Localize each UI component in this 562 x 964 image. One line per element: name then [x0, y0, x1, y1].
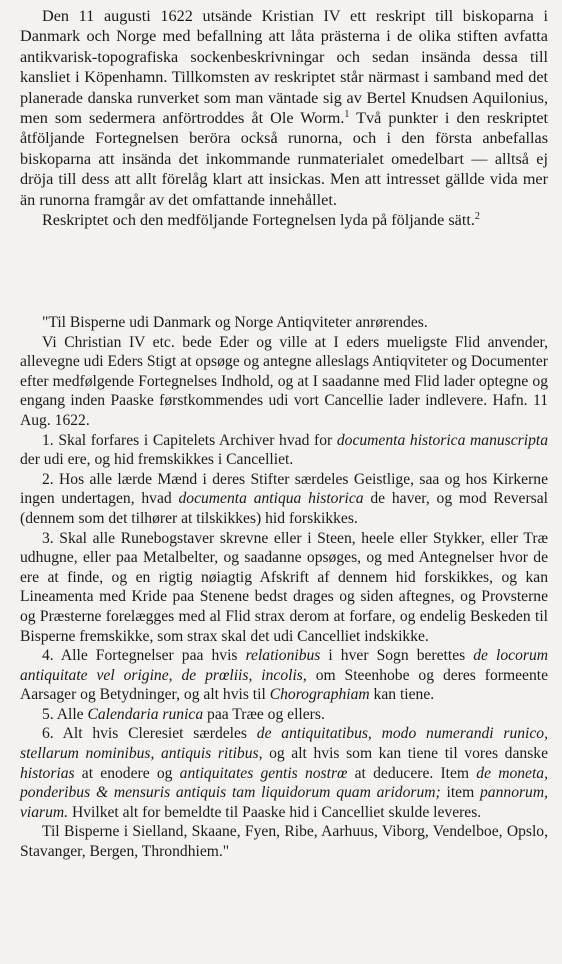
text-run: kan tiene. [369, 686, 435, 704]
quoted-rescript [20, 313, 548, 862]
rescript-addressees [20, 822, 548, 861]
text-run: 5. Alle [42, 705, 88, 723]
text-run: Den 11 augusti 1622 utsände Kristian IV ett reskript till biskoparna i Danmark och Norge med befallning att låta prästerna i de olika stiften avfatta antikvarisk-topografiska sockenbeskrivningar och sedan insända dessa till kansliet i Köpenhamn. Tillkomsten av reskriptet står närmast i samband med det planerade danska runverket som man väntade sig av Bertel Knudsen Aquilonius, men som sedermera anförtroddes åt Ole Worm. [20, 7, 548, 128]
list-item-5 [20, 705, 548, 725]
text-run: 1. Skal forfares i Capitelets Archiver hvad for [42, 431, 337, 449]
text-run: og alt hvis som kan tiene til vores danske [262, 745, 548, 763]
italic-text: de locorum antiquitate vel origine, de prœliis, incolis, [20, 647, 548, 684]
rescript-body [20, 333, 548, 431]
intro-paragraph-1 [20, 6, 548, 210]
text-run: Hvilket alt for bemeldte til Paaske hid i Cancelliet skulde leveres. [68, 803, 482, 821]
text-run: Vi Christian IV etc. bede Eder og ville at I eders mueligste Flid anvender, allevegne udi Eders Stigt at opsøge og antegne alleslags Antiqviteter og Documenter efter medfølgende Fortegnelses Indhold, og at I saadanne med Flid lader optegne og engang inden Paaske førstkommendes udi vort Cancellie lader indlevere. Hafn. 11 Aug. 1622. [20, 333, 548, 429]
italic-text: de antiquitatibus, modo numerandi runico, stellarum nominibus, antiquis ritibus, [20, 725, 549, 763]
list-item-2 [20, 470, 548, 529]
list-item-1 [20, 431, 548, 470]
italic-text: Chorographiam [269, 686, 370, 704]
text-run: om Steenhobe og deres formeente Aarsager og Betydninger, og alt hvis til [20, 666, 548, 704]
text-run: at enodere og [74, 764, 180, 782]
text-run: "Til Bisperne udi Danmark og Norge Antiqviteter anrørendes. [42, 314, 428, 331]
text-run: at deducere. Item [347, 764, 477, 782]
italic-text: de moneta, ponderibus & mensuris antiquis tam liquidorum quam aridorum; [20, 764, 548, 802]
list-item-3 [20, 529, 548, 647]
text-run: 4. Alle Fortegnelser paa hvis [42, 647, 246, 665]
italic-text: Calendaria runica [87, 705, 204, 723]
italic-text: antiquitates gentis nostrœ [179, 764, 348, 782]
text-run: Reskriptet och den medföljande Fortegnelsen lyda på följande sätt. [42, 211, 475, 230]
footnote-marker: 1 [344, 109, 350, 121]
list-item-4 [20, 646, 548, 705]
italic-text: documenta historica manuscripta [336, 431, 548, 449]
italic-text: relationibus [245, 647, 321, 665]
text-run: der udi ere, og hid fremskikkes i Cancelliet. [20, 451, 294, 469]
text-run: paa Træe og ellers. [203, 705, 325, 723]
rescript-heading [20, 313, 548, 333]
text-run: Til Bisperne i Sielland, Skaane, Fyen, Ribe, Aarhuus, Viborg, Vendelboe, Opslo, Stavanger, Bergen, Throndhiem." [20, 823, 548, 861]
list-item-6 [20, 724, 548, 822]
text-run: de haver, og mod Reversal (dennem som det tilhører at tilskikkes) hid forskikkes. [20, 490, 548, 527]
text-run: 3. Skal alle Runebogstaver skrevne eller i Steen, heele eller Stykker, eller Træ udhugne, eller paa Metalbelter, og saadanne opsøges, og med Antegnelser hvor de ere at finde, og en rigtig nøiagtig Afskrift af dennem hid forskikkes, og kan Lineamenta med Kride paa Stenene bedst drages og siden aftegnes, og Provsterne og Præsterne forelægges med al Flid strax derom at forfare, og endelig Beskeden til Bisperne fremskikke, som strax skal det udi Cancelliet indskikke. [20, 529, 548, 645]
text-run: Två punkter i den reskriptet åtföljande Fortegnelsen beröra också runorna, och i den första anbefallas biskoparna att insända det inkommande runmaterialet omedelbart — alltså ej dröja till dess att allt förelåg klart att insickas. Men att intresset gällde vida mer än runorna framgår av det omfattande innehållet. [20, 109, 549, 209]
footnote-marker: 2 [474, 211, 480, 223]
italic-text: pannorum, viarum. [20, 784, 549, 821]
text-run: i hver Sogn berettes [320, 647, 474, 665]
text-run: 6. Alt hvis Cleresiet særdeles [42, 725, 257, 743]
italic-text: documenta antiqua historica [178, 490, 364, 508]
italic-text: historias [20, 764, 75, 782]
text-run: 2. Hos alle lærde Mænd i deres Stifter særdeles Geistlige, saa og hos Kirkerne ingen undertagen, hvad [20, 470, 548, 508]
intro-section [20, 6, 548, 230]
intro-paragraph-2 [20, 210, 548, 230]
text-run: item [440, 784, 480, 802]
